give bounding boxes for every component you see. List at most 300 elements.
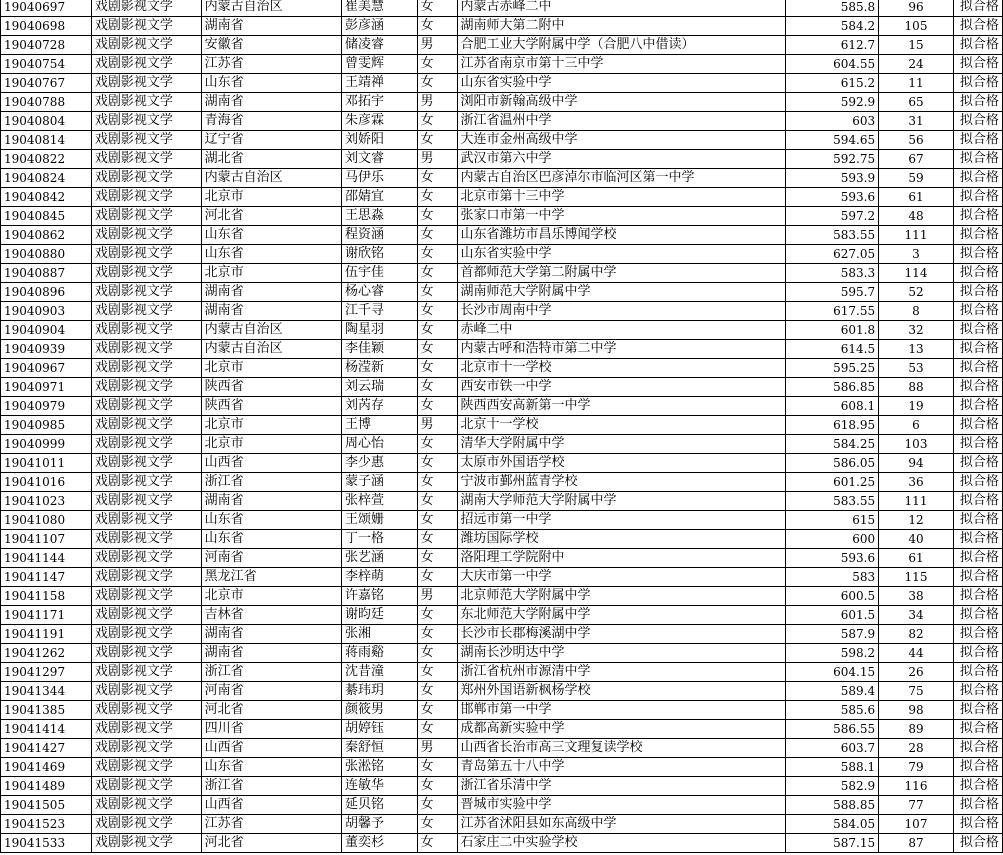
cell-exam-id: 19041107	[1, 530, 92, 549]
table-row	[1, 321, 1003, 340]
cell-gender: 男	[417, 416, 457, 435]
cell-school: 邯郸市第一中学	[457, 701, 786, 720]
cell-exam-id: 19041262	[1, 644, 92, 663]
cell-status: 拟合格	[953, 739, 1002, 758]
cell-rank: 12	[879, 511, 954, 530]
cell-student-name: 张梓萱	[341, 492, 417, 511]
cell-exam-id: 19040862	[1, 226, 92, 245]
cell-rank: 56	[879, 131, 954, 150]
cell-gender: 女	[417, 511, 457, 530]
cell-exam-id: 19041171	[1, 606, 92, 625]
cell-exam-id: 19040967	[1, 359, 92, 378]
cell-gender: 女	[417, 245, 457, 264]
table-row	[1, 169, 1003, 188]
cell-score: 598.2	[786, 644, 879, 663]
table-row	[1, 264, 1003, 283]
cell-score: 615	[786, 511, 879, 530]
cell-student-name: 綦玮玥	[341, 682, 417, 701]
cell-school: 北京市第十三中学	[457, 188, 786, 207]
cell-exam-id: 19040804	[1, 112, 92, 131]
cell-status: 拟合格	[953, 17, 1002, 36]
cell-score: 597.2	[786, 207, 879, 226]
cell-gender: 女	[417, 359, 457, 378]
table-row	[1, 701, 1003, 720]
cell-province: 江苏省	[201, 815, 341, 834]
cell-rank: 38	[879, 587, 954, 606]
cell-gender: 女	[417, 397, 457, 416]
cell-gender: 女	[417, 131, 457, 150]
cell-school: 晋城市实验中学	[457, 796, 786, 815]
cell-exam-id: 19041344	[1, 682, 92, 701]
table-row	[1, 340, 1003, 359]
cell-school: 长沙市长郡梅溪湖中学	[457, 625, 786, 644]
cell-province: 湖南省	[201, 492, 341, 511]
cell-student-name: 储凌睿	[341, 36, 417, 55]
cell-student-name: 许嘉铭	[341, 587, 417, 606]
cell-status: 拟合格	[953, 511, 1002, 530]
table-row	[1, 511, 1003, 530]
cell-major: 戏剧影视文学	[91, 302, 201, 321]
cell-gender: 女	[417, 321, 457, 340]
cell-rank: 89	[879, 720, 954, 739]
cell-student-name: 张湘	[341, 625, 417, 644]
cell-province: 浙江省	[201, 473, 341, 492]
table-row	[1, 549, 1003, 568]
cell-student-name: 胡馨予	[341, 815, 417, 834]
cell-exam-id: 19041158	[1, 587, 92, 606]
cell-province: 山西省	[201, 454, 341, 473]
cell-score: 627.05	[786, 245, 879, 264]
cell-rank: 111	[879, 226, 954, 245]
cell-status: 拟合格	[953, 321, 1002, 340]
cell-exam-id: 19041414	[1, 720, 92, 739]
cell-province: 黑龙江省	[201, 568, 341, 587]
cell-province: 内蒙古自治区	[201, 321, 341, 340]
cell-student-name: 刘娇阳	[341, 131, 417, 150]
cell-student-name: 杨滢新	[341, 359, 417, 378]
cell-gender: 男	[417, 150, 457, 169]
cell-school: 浏阳市新翰高级中学	[457, 93, 786, 112]
cell-status: 拟合格	[953, 587, 1002, 606]
cell-major: 戏剧影视文学	[91, 473, 201, 492]
cell-province: 山东省	[201, 245, 341, 264]
cell-major: 戏剧影视文学	[91, 834, 201, 853]
table-row	[1, 625, 1003, 644]
cell-student-name: 谢欣铭	[341, 245, 417, 264]
cell-school: 陕西西安高新第一中学	[457, 397, 786, 416]
cell-province: 湖南省	[201, 283, 341, 302]
cell-score: 587.15	[786, 834, 879, 853]
cell-status: 拟合格	[953, 131, 1002, 150]
cell-gender: 女	[417, 302, 457, 321]
cell-status: 拟合格	[953, 606, 1002, 625]
cell-score: 603	[786, 112, 879, 131]
cell-gender: 女	[417, 796, 457, 815]
cell-rank: 28	[879, 739, 954, 758]
cell-exam-id: 19041533	[1, 834, 92, 853]
cell-province: 北京市	[201, 188, 341, 207]
cell-province: 北京市	[201, 359, 341, 378]
cell-status: 拟合格	[953, 644, 1002, 663]
cell-province: 湖南省	[201, 302, 341, 321]
cell-major: 戏剧影视文学	[91, 435, 201, 454]
cell-rank: 115	[879, 568, 954, 587]
cell-rank: 65	[879, 93, 954, 112]
cell-status: 拟合格	[953, 55, 1002, 74]
table-row	[1, 758, 1003, 777]
cell-major: 戏剧影视文学	[91, 17, 201, 36]
cell-major: 戏剧影视文学	[91, 93, 201, 112]
cell-gender: 女	[417, 682, 457, 701]
cell-major: 戏剧影视文学	[91, 112, 201, 131]
cell-status: 拟合格	[953, 245, 1002, 264]
cell-exam-id: 19040939	[1, 340, 92, 359]
table-row	[1, 454, 1003, 473]
table-row	[1, 473, 1003, 492]
cell-status: 拟合格	[953, 682, 1002, 701]
cell-province: 陕西省	[201, 378, 341, 397]
cell-status: 拟合格	[953, 777, 1002, 796]
cell-score: 583	[786, 568, 879, 587]
cell-rank: 67	[879, 150, 954, 169]
cell-gender: 女	[417, 644, 457, 663]
cell-score: 615.2	[786, 74, 879, 93]
table-row	[1, 682, 1003, 701]
cell-student-name: 王思淼	[341, 207, 417, 226]
cell-score: 601.8	[786, 321, 879, 340]
cell-province: 青海省	[201, 112, 341, 131]
cell-exam-id: 19040896	[1, 283, 92, 302]
cell-school: 成都高新实验中学	[457, 720, 786, 739]
cell-major: 戏剧影视文学	[91, 340, 201, 359]
cell-gender: 男	[417, 36, 457, 55]
cell-school: 浙江省温州中学	[457, 112, 786, 131]
cell-student-name: 董奕杉	[341, 834, 417, 853]
cell-major: 戏剧影视文学	[91, 207, 201, 226]
cell-exam-id: 19041427	[1, 739, 92, 758]
cell-gender: 女	[417, 283, 457, 302]
cell-school: 大庆市第一中学	[457, 568, 786, 587]
cell-status: 拟合格	[953, 0, 1002, 17]
cell-exam-id: 19040767	[1, 74, 92, 93]
cell-school: 湖南长沙明达中学	[457, 644, 786, 663]
cell-score: 593.6	[786, 188, 879, 207]
cell-gender: 女	[417, 17, 457, 36]
cell-school: 北京师范大学附属中学	[457, 587, 786, 606]
cell-student-name: 陶星羽	[341, 321, 417, 340]
cell-score: 583.55	[786, 492, 879, 511]
cell-school: 山西省长治市高三文理复读学校	[457, 739, 786, 758]
cell-province: 北京市	[201, 416, 341, 435]
cell-school: 招远市第一中学	[457, 511, 786, 530]
cell-score: 592.9	[786, 93, 879, 112]
cell-score: 583.55	[786, 226, 879, 245]
cell-status: 拟合格	[953, 264, 1002, 283]
cell-gender: 女	[417, 0, 457, 17]
cell-rank: 11	[879, 74, 954, 93]
cell-province: 吉林省	[201, 606, 341, 625]
cell-school: 山东省实验中学	[457, 74, 786, 93]
cell-province: 内蒙古自治区	[201, 169, 341, 188]
cell-score: 582.9	[786, 777, 879, 796]
cell-score: 586.05	[786, 454, 879, 473]
table-row	[1, 587, 1003, 606]
cell-school: 内蒙古赤峰二中	[457, 0, 786, 17]
cell-school: 青岛第五十八中学	[457, 758, 786, 777]
cell-gender: 女	[417, 435, 457, 454]
table-row	[1, 55, 1003, 74]
cell-exam-id: 19041011	[1, 454, 92, 473]
cell-status: 拟合格	[953, 454, 1002, 473]
cell-student-name: 丁一格	[341, 530, 417, 549]
cell-score: 593.9	[786, 169, 879, 188]
cell-province: 湖北省	[201, 150, 341, 169]
cell-major: 戏剧影视文学	[91, 188, 201, 207]
cell-gender: 女	[417, 454, 457, 473]
cell-student-name: 蒋雨谿	[341, 644, 417, 663]
cell-exam-id: 19040754	[1, 55, 92, 74]
cell-exam-id: 19040979	[1, 397, 92, 416]
cell-province: 浙江省	[201, 777, 341, 796]
cell-status: 拟合格	[953, 150, 1002, 169]
cell-rank: 61	[879, 549, 954, 568]
cell-status: 拟合格	[953, 720, 1002, 739]
cell-gender: 女	[417, 758, 457, 777]
cell-gender: 女	[417, 226, 457, 245]
cell-status: 拟合格	[953, 378, 1002, 397]
cell-exam-id: 19040904	[1, 321, 92, 340]
cell-status: 拟合格	[953, 169, 1002, 188]
cell-province: 浙江省	[201, 663, 341, 682]
cell-status: 拟合格	[953, 663, 1002, 682]
cell-school: 张家口市第一中学	[457, 207, 786, 226]
cell-exam-id: 19040822	[1, 150, 92, 169]
cell-major: 戏剧影视文学	[91, 150, 201, 169]
table-body	[1, 0, 1003, 853]
cell-school: 洛阳理工学院附中	[457, 549, 786, 568]
cell-major: 戏剧影视文学	[91, 701, 201, 720]
cell-province: 内蒙古自治区	[201, 0, 341, 17]
table-row	[1, 834, 1003, 853]
cell-rank: 116	[879, 777, 954, 796]
cell-rank: 87	[879, 834, 954, 853]
cell-status: 拟合格	[953, 473, 1002, 492]
cell-school: 浙江省乐清中学	[457, 777, 786, 796]
cell-score: 608.1	[786, 397, 879, 416]
table-row	[1, 302, 1003, 321]
cell-score: 592.75	[786, 150, 879, 169]
cell-gender: 男	[417, 93, 457, 112]
cell-gender: 女	[417, 625, 457, 644]
cell-score: 601.25	[786, 473, 879, 492]
cell-rank: 96	[879, 0, 954, 17]
cell-school: 潍坊国际学校	[457, 530, 786, 549]
cell-gender: 女	[417, 530, 457, 549]
cell-status: 拟合格	[953, 416, 1002, 435]
cell-student-name: 王博	[341, 416, 417, 435]
cell-school: 石家庄二中实验学校	[457, 834, 786, 853]
cell-gender: 女	[417, 74, 457, 93]
cell-major: 戏剧影视文学	[91, 131, 201, 150]
cell-status: 拟合格	[953, 112, 1002, 131]
cell-province: 山东省	[201, 530, 341, 549]
cell-exam-id: 19040698	[1, 17, 92, 36]
table-row	[1, 112, 1003, 131]
cell-student-name: 邓拓宇	[341, 93, 417, 112]
cell-status: 拟合格	[953, 796, 1002, 815]
cell-score: 584.2	[786, 17, 879, 36]
cell-major: 戏剧影视文学	[91, 359, 201, 378]
cell-status: 拟合格	[953, 492, 1002, 511]
cell-status: 拟合格	[953, 701, 1002, 720]
cell-score: 595.25	[786, 359, 879, 378]
cell-rank: 52	[879, 283, 954, 302]
cell-exam-id: 19040824	[1, 169, 92, 188]
cell-province: 江苏省	[201, 55, 341, 74]
table-row	[1, 93, 1003, 112]
cell-school: 太原市外国语学校	[457, 454, 786, 473]
cell-major: 戏剧影视文学	[91, 568, 201, 587]
cell-rank: 53	[879, 359, 954, 378]
cell-rank: 59	[879, 169, 954, 188]
cell-exam-id: 19040880	[1, 245, 92, 264]
cell-rank: 26	[879, 663, 954, 682]
cell-major: 戏剧影视文学	[91, 682, 201, 701]
cell-rank: 34	[879, 606, 954, 625]
cell-rank: 107	[879, 815, 954, 834]
table-row	[1, 131, 1003, 150]
cell-province: 北京市	[201, 435, 341, 454]
cell-score: 595.7	[786, 283, 879, 302]
cell-rank: 6	[879, 416, 954, 435]
cell-gender: 女	[417, 473, 457, 492]
cell-gender: 女	[417, 340, 457, 359]
cell-province: 河北省	[201, 834, 341, 853]
table-row	[1, 663, 1003, 682]
cell-school: 湖南师大第二附中	[457, 17, 786, 36]
cell-student-name: 刘芮存	[341, 397, 417, 416]
table-row	[1, 568, 1003, 587]
cell-gender: 女	[417, 112, 457, 131]
cell-province: 内蒙古自治区	[201, 340, 341, 359]
cell-school: 内蒙古自治区巴彦淖尔市临河区第一中学	[457, 169, 786, 188]
cell-major: 戏剧影视文学	[91, 587, 201, 606]
table-row	[1, 359, 1003, 378]
table-row	[1, 606, 1003, 625]
cell-province: 山西省	[201, 739, 341, 758]
cell-major: 戏剧影视文学	[91, 625, 201, 644]
cell-student-name: 杨心睿	[341, 283, 417, 302]
cell-exam-id: 19041505	[1, 796, 92, 815]
cell-exam-id: 19040697	[1, 0, 92, 17]
cell-rank: 44	[879, 644, 954, 663]
cell-province: 湖南省	[201, 93, 341, 112]
cell-major: 戏剧影视文学	[91, 36, 201, 55]
cell-major: 戏剧影视文学	[91, 815, 201, 834]
cell-exam-id: 19041191	[1, 625, 92, 644]
cell-province: 安徽省	[201, 36, 341, 55]
cell-gender: 女	[417, 663, 457, 682]
cell-score: 586.85	[786, 378, 879, 397]
cell-province: 北京市	[201, 587, 341, 606]
cell-gender: 女	[417, 188, 457, 207]
table-row	[1, 283, 1003, 302]
cell-score: 612.7	[786, 36, 879, 55]
table-row	[1, 492, 1003, 511]
cell-student-name: 秦舒恒	[341, 739, 417, 758]
cell-gender: 女	[417, 549, 457, 568]
cell-province: 辽宁省	[201, 131, 341, 150]
table-row	[1, 150, 1003, 169]
cell-score: 585.6	[786, 701, 879, 720]
cell-score: 614.5	[786, 340, 879, 359]
cell-score: 587.9	[786, 625, 879, 644]
cell-student-name: 刘文睿	[341, 150, 417, 169]
cell-major: 戏剧影视文学	[91, 245, 201, 264]
cell-province: 河南省	[201, 682, 341, 701]
cell-school: 湖南师范大学附属中学	[457, 283, 786, 302]
cell-rank: 15	[879, 36, 954, 55]
cell-exam-id: 19041489	[1, 777, 92, 796]
cell-student-name: 朱彦霖	[341, 112, 417, 131]
cell-rank: 79	[879, 758, 954, 777]
cell-score: 600.5	[786, 587, 879, 606]
cell-exam-id: 19041147	[1, 568, 92, 587]
cell-gender: 女	[417, 606, 457, 625]
cell-student-name: 伍宇佳	[341, 264, 417, 283]
cell-rank: 13	[879, 340, 954, 359]
cell-major: 戏剧影视文学	[91, 226, 201, 245]
cell-student-name: 沈昔潼	[341, 663, 417, 682]
cell-status: 拟合格	[953, 359, 1002, 378]
table-row	[1, 397, 1003, 416]
cell-student-name: 曾雯辉	[341, 55, 417, 74]
cell-school: 内蒙古呼和浩特市第二中学	[457, 340, 786, 359]
cell-major: 戏剧影视文学	[91, 283, 201, 302]
table-row	[1, 435, 1003, 454]
cell-score: 618.95	[786, 416, 879, 435]
table-row	[1, 36, 1003, 55]
cell-rank: 3	[879, 245, 954, 264]
cell-score: 604.55	[786, 55, 879, 74]
table-row	[1, 777, 1003, 796]
cell-gender: 女	[417, 207, 457, 226]
cell-rank: 24	[879, 55, 954, 74]
table-row	[1, 226, 1003, 245]
cell-student-name: 李少惠	[341, 454, 417, 473]
cell-province: 山东省	[201, 758, 341, 777]
cell-student-name: 王颂姗	[341, 511, 417, 530]
cell-exam-id: 19040971	[1, 378, 92, 397]
cell-school: 首都师范大学第二附属中学	[457, 264, 786, 283]
cell-status: 拟合格	[953, 340, 1002, 359]
cell-province: 河北省	[201, 701, 341, 720]
cell-major: 戏剧影视文学	[91, 55, 201, 74]
cell-exam-id: 19040999	[1, 435, 92, 454]
cell-score: 603.7	[786, 739, 879, 758]
cell-major: 戏剧影视文学	[91, 796, 201, 815]
cell-status: 拟合格	[953, 815, 1002, 834]
table-row	[1, 207, 1003, 226]
cell-rank: 31	[879, 112, 954, 131]
cell-major: 戏剧影视文学	[91, 720, 201, 739]
cell-major: 戏剧影视文学	[91, 530, 201, 549]
cell-gender: 女	[417, 169, 457, 188]
cell-status: 拟合格	[953, 549, 1002, 568]
cell-exam-id: 19041469	[1, 758, 92, 777]
cell-score: 583.3	[786, 264, 879, 283]
cell-student-name: 邵婧宜	[341, 188, 417, 207]
